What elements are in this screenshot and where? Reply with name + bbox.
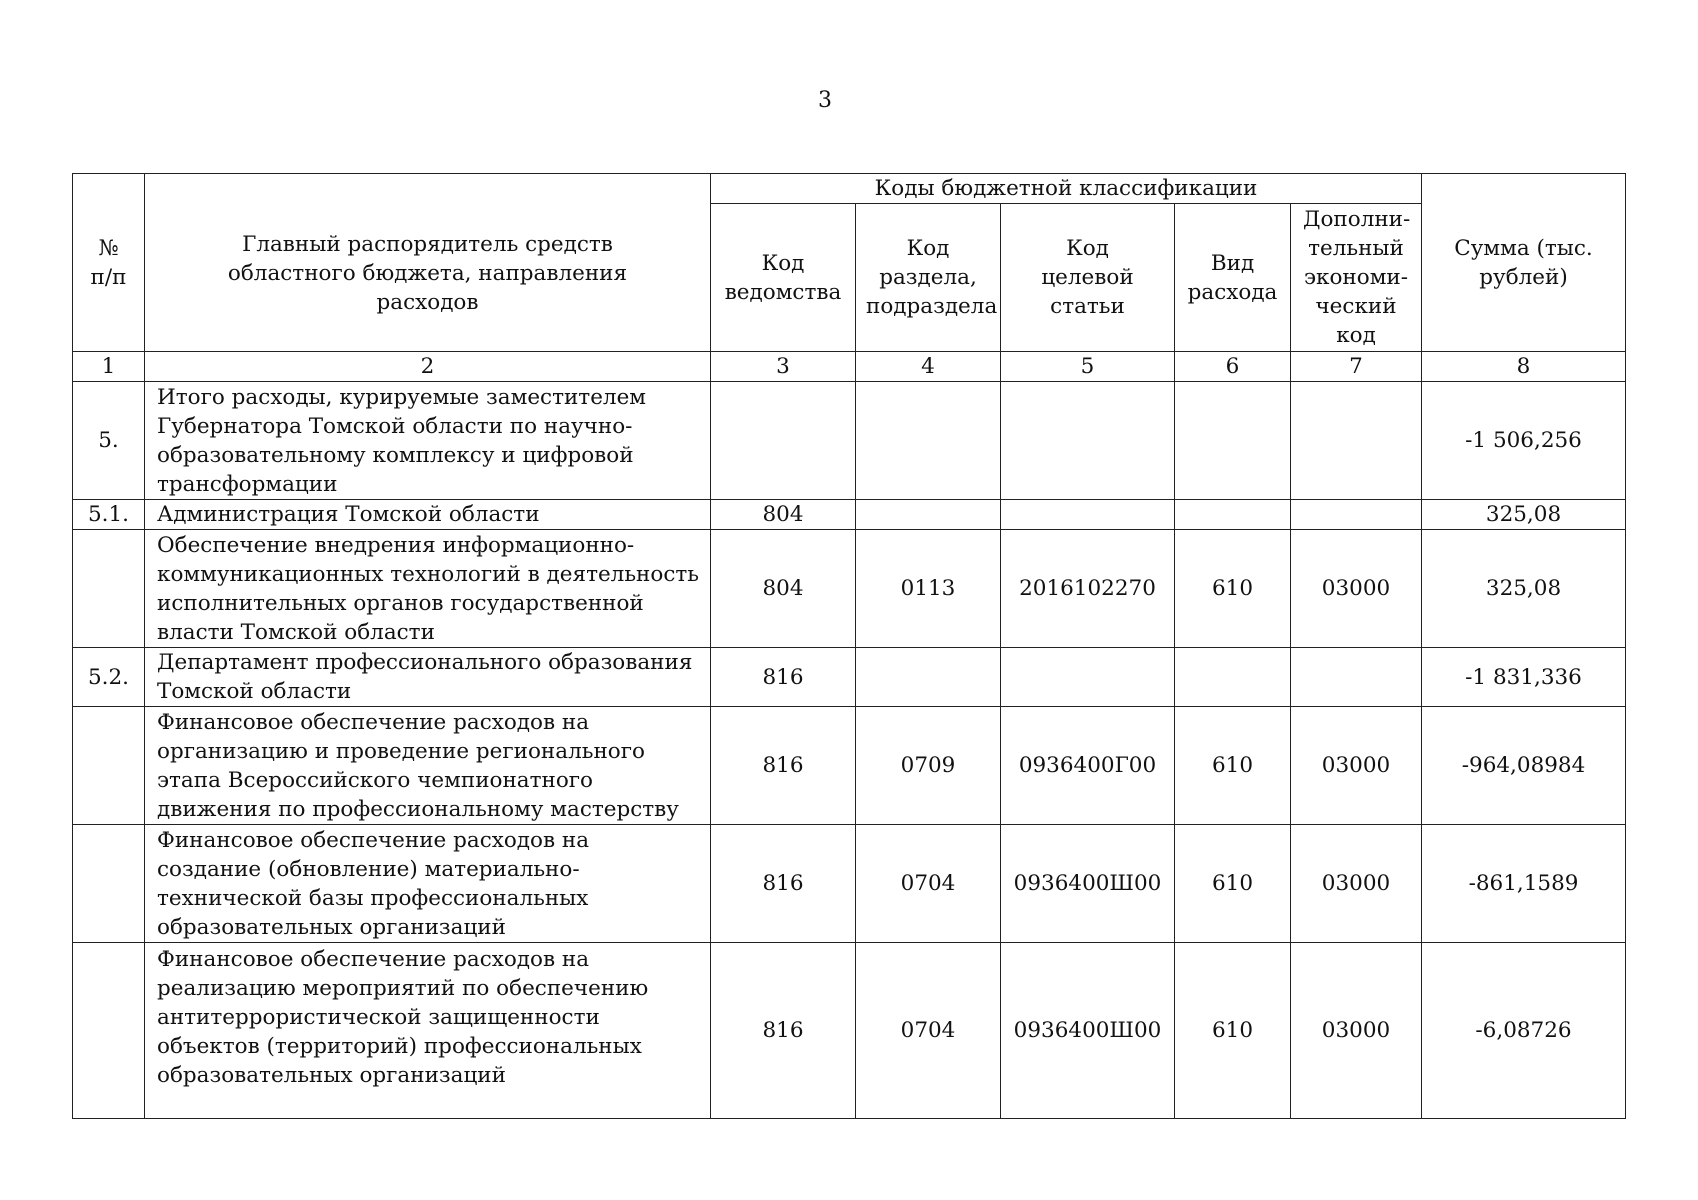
header-main bbox=[145, 174, 711, 352]
table-row bbox=[73, 707, 1626, 825]
row-type: 610 bbox=[1175, 943, 1291, 1119]
row-dept: 816 bbox=[711, 648, 856, 707]
table-row bbox=[73, 382, 1626, 500]
column-number: 5 bbox=[1001, 352, 1175, 382]
row-sum: 325,08 bbox=[1422, 530, 1626, 648]
row-dept bbox=[711, 382, 856, 500]
row-name: Департамент профессионального образования Томской области bbox=[145, 648, 711, 707]
row-num bbox=[73, 825, 145, 943]
header-row-1 bbox=[73, 174, 1626, 204]
row-add bbox=[1291, 648, 1422, 707]
table-row bbox=[73, 825, 1626, 943]
row-num: 5.1. bbox=[73, 500, 145, 530]
row-dept: 816 bbox=[711, 943, 856, 1119]
row-sum: -964,08984 bbox=[1422, 707, 1626, 825]
column-number: 3 bbox=[711, 352, 856, 382]
row-sum: -1 506,256 bbox=[1422, 382, 1626, 500]
column-number: 7 bbox=[1291, 352, 1422, 382]
row-dept: 804 bbox=[711, 500, 856, 530]
column-number: 2 bbox=[145, 352, 711, 382]
header-sum bbox=[1422, 174, 1626, 352]
row-num: 5.2. bbox=[73, 648, 145, 707]
row-type: 610 bbox=[1175, 707, 1291, 825]
row-name: Обеспечение внедрения информационно-коммуникационных технологий в деятельность исполнительных органов государственной власти Томской области bbox=[145, 530, 711, 648]
column-numbers-row bbox=[73, 352, 1626, 382]
row-add: 03000 bbox=[1291, 530, 1422, 648]
header-dept-code: Код ведомства bbox=[711, 204, 856, 352]
row-add bbox=[1291, 382, 1422, 500]
header-num-label: № п/п bbox=[90, 235, 127, 290]
row-sum: -6,08726 bbox=[1422, 943, 1626, 1119]
row-target: 0936400Ш00 bbox=[1001, 943, 1175, 1119]
row-add: 03000 bbox=[1291, 943, 1422, 1119]
row-target bbox=[1001, 500, 1175, 530]
row-target: 2016102270 bbox=[1001, 530, 1175, 648]
header-main-label: Главный распорядитель средств областного бюджета, направления расходов bbox=[227, 232, 628, 315]
row-sum: 325,08 bbox=[1422, 500, 1626, 530]
row-section bbox=[856, 648, 1001, 707]
row-type bbox=[1175, 500, 1291, 530]
row-name: Финансовое обеспечение расходов на создание (обновление) материально-технической базы профессиональных образовательных организаций bbox=[145, 825, 711, 943]
header-additional-code: Дополни-тельный экономи-ческий код bbox=[1291, 204, 1422, 352]
row-section: 0709 bbox=[856, 707, 1001, 825]
header-sum-label: Сумма (тыс. рублей) bbox=[1454, 235, 1593, 290]
row-num bbox=[73, 943, 145, 1119]
row-target: 0936400Г00 bbox=[1001, 707, 1175, 825]
header-codes-group: Коды бюджетной классификации bbox=[711, 174, 1422, 204]
row-target: 0936400Ш00 bbox=[1001, 825, 1175, 943]
table-row bbox=[73, 500, 1626, 530]
page-number: 3 bbox=[818, 88, 832, 113]
row-section: 0704 bbox=[856, 825, 1001, 943]
row-name: Администрация Томской области bbox=[145, 500, 711, 530]
row-name: Финансовое обеспечение расходов на организацию и проведение регионального этапа Всероссийского чемпионатного движения по профессиональному мастерству bbox=[145, 707, 711, 825]
row-type bbox=[1175, 648, 1291, 707]
column-number: 1 bbox=[73, 352, 145, 382]
row-num bbox=[73, 530, 145, 648]
row-dept: 816 bbox=[711, 707, 856, 825]
column-number: 6 bbox=[1175, 352, 1291, 382]
row-num: 5. bbox=[73, 382, 145, 500]
table-row bbox=[73, 648, 1626, 707]
table-row bbox=[73, 530, 1626, 648]
row-add: 03000 bbox=[1291, 707, 1422, 825]
row-add: 03000 bbox=[1291, 825, 1422, 943]
row-section: 0113 bbox=[856, 530, 1001, 648]
column-number: 4 bbox=[856, 352, 1001, 382]
header-num bbox=[73, 174, 145, 352]
header-section-code: Код раздела, подраздела bbox=[856, 204, 1001, 352]
row-type: 610 bbox=[1175, 530, 1291, 648]
table-row bbox=[73, 943, 1626, 1119]
row-dept: 816 bbox=[711, 825, 856, 943]
row-type: 610 bbox=[1175, 825, 1291, 943]
header-target-code: Код целевой статьи bbox=[1001, 204, 1175, 352]
row-add bbox=[1291, 500, 1422, 530]
budget-table bbox=[72, 173, 1626, 1119]
row-name: Финансовое обеспечение расходов на реализацию мероприятий по обеспечению антитеррористической защищенности объектов (территорий) профессиональных образовательных организаций bbox=[145, 943, 711, 1119]
header-expense-type: Вид расхода bbox=[1175, 204, 1291, 352]
row-sum: -861,1589 bbox=[1422, 825, 1626, 943]
row-num bbox=[73, 707, 145, 825]
column-number: 8 bbox=[1422, 352, 1626, 382]
row-section bbox=[856, 500, 1001, 530]
row-sum: -1 831,336 bbox=[1422, 648, 1626, 707]
row-target bbox=[1001, 648, 1175, 707]
row-dept: 804 bbox=[711, 530, 856, 648]
row-section bbox=[856, 382, 1001, 500]
row-name: Итого расходы, курируемые заместителем Губернатора Томской области по научно-образовательному комплексу и цифровой трансформации bbox=[145, 382, 711, 500]
row-type bbox=[1175, 382, 1291, 500]
row-target bbox=[1001, 382, 1175, 500]
row-section: 0704 bbox=[856, 943, 1001, 1119]
